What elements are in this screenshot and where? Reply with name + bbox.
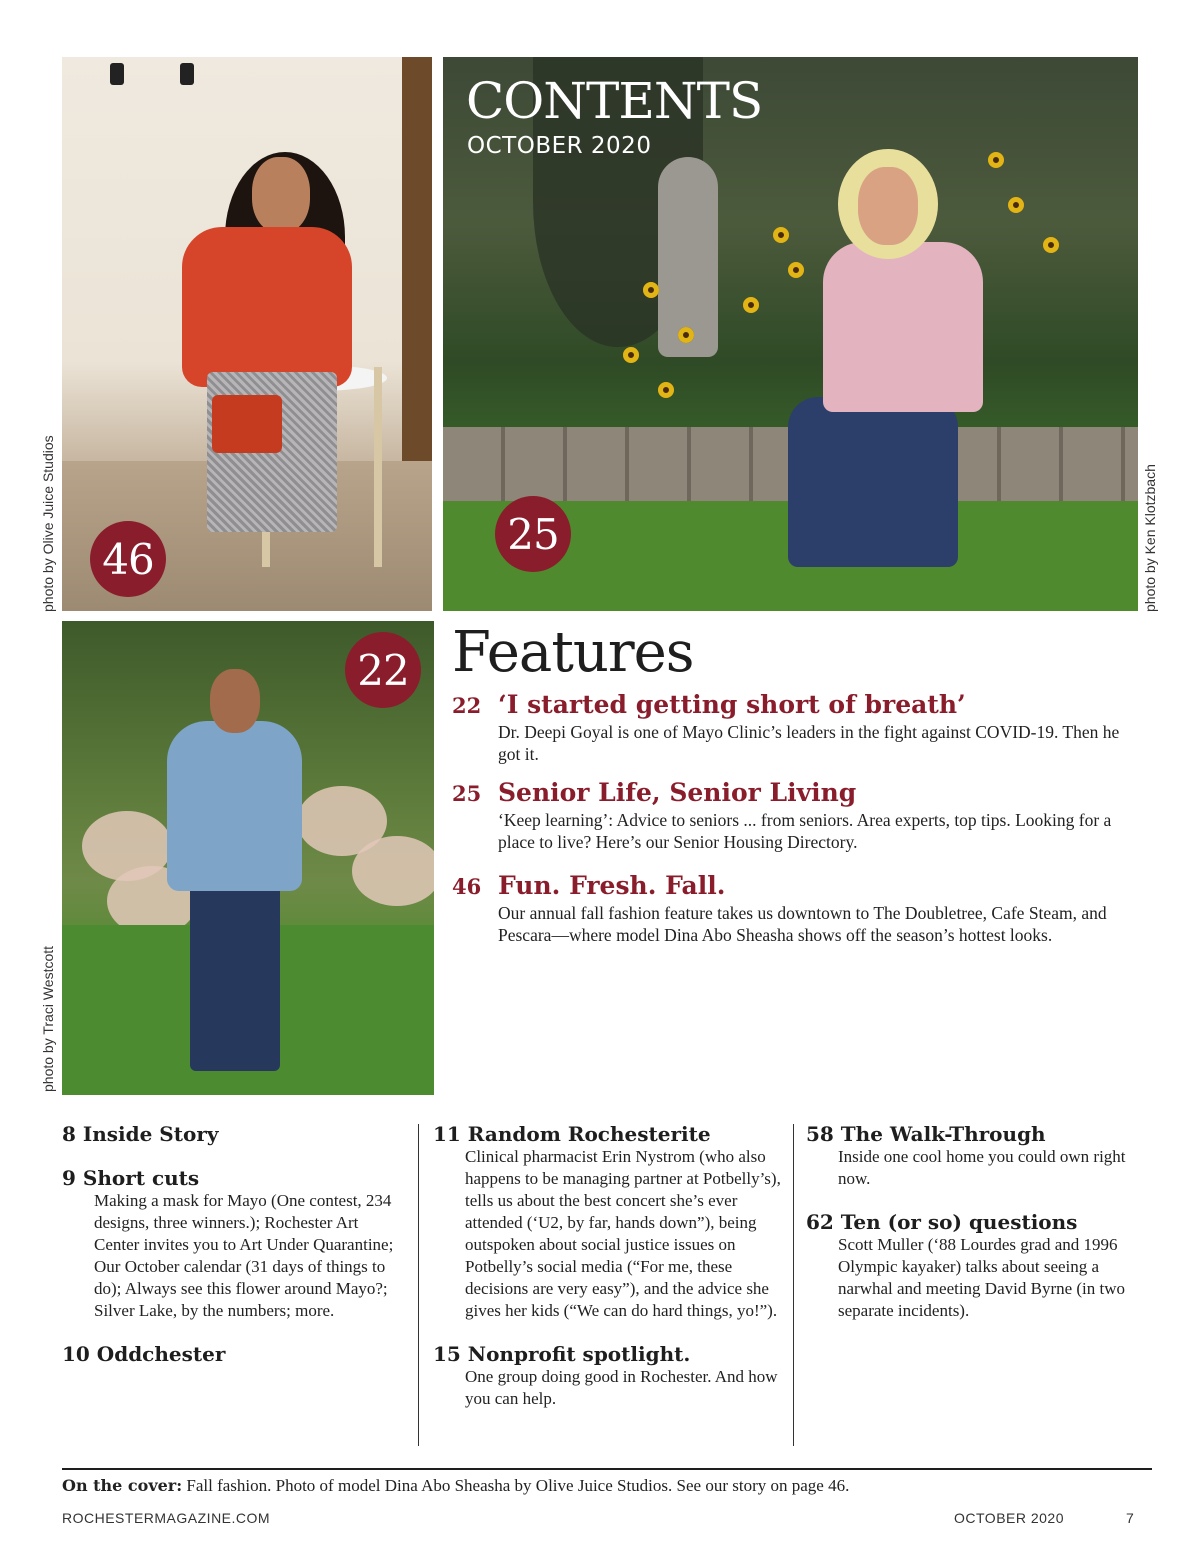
page-badge-22: 22 — [345, 632, 421, 708]
department-description: One group doing good in Rochester. And how you can help. — [465, 1367, 778, 1408]
department-description: Making a mask for Mayo (One contest, 234 designs, three winners.); Rochester Art Center invites you to Art Under Quarantine; Our October calendar (31 days of things to do); Always see this flower around Mayo?; Silver Lake, by the numbers; more. — [94, 1191, 394, 1320]
feature-item[interactable] — [452, 778, 1142, 853]
page-badge-46: 46 — [90, 521, 166, 597]
department-title: 58 The Walk-Through — [806, 1122, 1046, 1146]
footer-issue: OCTOBER 2020 — [954, 1510, 1065, 1526]
departments-column-2 — [433, 1122, 783, 1430]
feature-item[interactable] — [452, 690, 1142, 765]
features-heading: Features — [452, 620, 694, 685]
page-number: 7 — [1126, 1510, 1135, 1526]
cover-note-label: On the cover: — [62, 1476, 183, 1495]
feature-description: ‘Keep learning’: Advice to seniors ... from seniors. Area experts, top tips. Looking for a place to live? Here’s our Senior Housing Directory. — [498, 810, 1112, 852]
feature-page-number: 46 — [452, 874, 482, 899]
department-item[interactable] — [433, 1122, 783, 1322]
photo-credit-2: photo by Ken Klotzbach — [1142, 464, 1158, 612]
feature-page-number: 25 — [452, 781, 482, 806]
department-description: Clinical pharmacist Erin Nystrom (who also happens to be managing partner at Potbelly’s), tells us about the best concert she’s ever attended (‘U2, by far, hands down”), being outspoken about social justice issues on Potbelly’s social media (“For me, these decisions are very easy”), and the advice she gives her kids (“We can do hard things, yo!”). — [465, 1147, 781, 1320]
photo-credit-3: photo by Traci Westcott — [40, 945, 56, 1092]
department-item[interactable] — [62, 1122, 402, 1146]
photo-fashion-model — [62, 57, 432, 611]
bottom-rule — [62, 1468, 1152, 1470]
photo-doctor — [62, 621, 434, 1095]
department-description: Scott Muller (‘88 Lourdes grad and 1996 Olympic kayaker) talks about seeing a narwhal and meeting David Byrne (in two separate incidents). — [838, 1235, 1126, 1320]
photo-credit-1: photo by Olive Juice Studios — [40, 435, 56, 612]
page-title: CONTENTS — [466, 72, 763, 130]
feature-title: Senior Life, Senior Living — [498, 778, 857, 807]
page-badge-25: 25 — [495, 496, 571, 572]
departments-column-3 — [806, 1122, 1156, 1342]
department-title: 11 Random Rochesterite — [433, 1122, 711, 1146]
feature-title: Fun. Fresh. Fall. — [498, 871, 726, 900]
department-title: 9 Short cuts — [62, 1166, 200, 1190]
feature-item[interactable] — [452, 871, 1142, 946]
department-item[interactable] — [806, 1122, 1156, 1190]
department-title: 10 Oddchester — [62, 1342, 226, 1366]
feature-page-number: 22 — [452, 693, 482, 718]
feature-description: Our annual fall fashion feature takes us downtown to The Doubletree, Cafe Steam, and Pescara—where model Dina Abo Sheasha shows off the season’s hottest looks. — [498, 903, 1107, 945]
feature-description: Dr. Deepi Goyal is one of Mayo Clinic’s leaders in the fight against COVID-19. Then he got it. — [498, 722, 1120, 764]
column-divider — [418, 1124, 419, 1446]
column-divider — [793, 1124, 794, 1446]
issue-date: OCTOBER 2020 — [467, 133, 652, 159]
feature-title: ‘I started getting short of breath’ — [498, 690, 966, 719]
cover-note — [62, 1476, 849, 1496]
cover-note-text: Fall fashion. Photo of model Dina Abo Sheasha by Olive Juice Studios. See our story on page 46. — [182, 1476, 850, 1495]
department-title: 62 Ten (or so) questions — [806, 1210, 1078, 1234]
department-item[interactable] — [62, 1342, 402, 1366]
department-title: 8 Inside Story — [62, 1122, 219, 1146]
departments-column-1 — [62, 1122, 402, 1386]
department-item[interactable] — [433, 1342, 783, 1410]
department-item[interactable] — [806, 1210, 1156, 1322]
department-title: 15 Nonprofit spotlight. — [433, 1342, 691, 1366]
department-description: Inside one cool home you could own right now. — [838, 1147, 1126, 1188]
department-item[interactable] — [62, 1166, 402, 1322]
footer-website[interactable]: ROCHESTERMAGAZINE.COM — [62, 1510, 271, 1526]
